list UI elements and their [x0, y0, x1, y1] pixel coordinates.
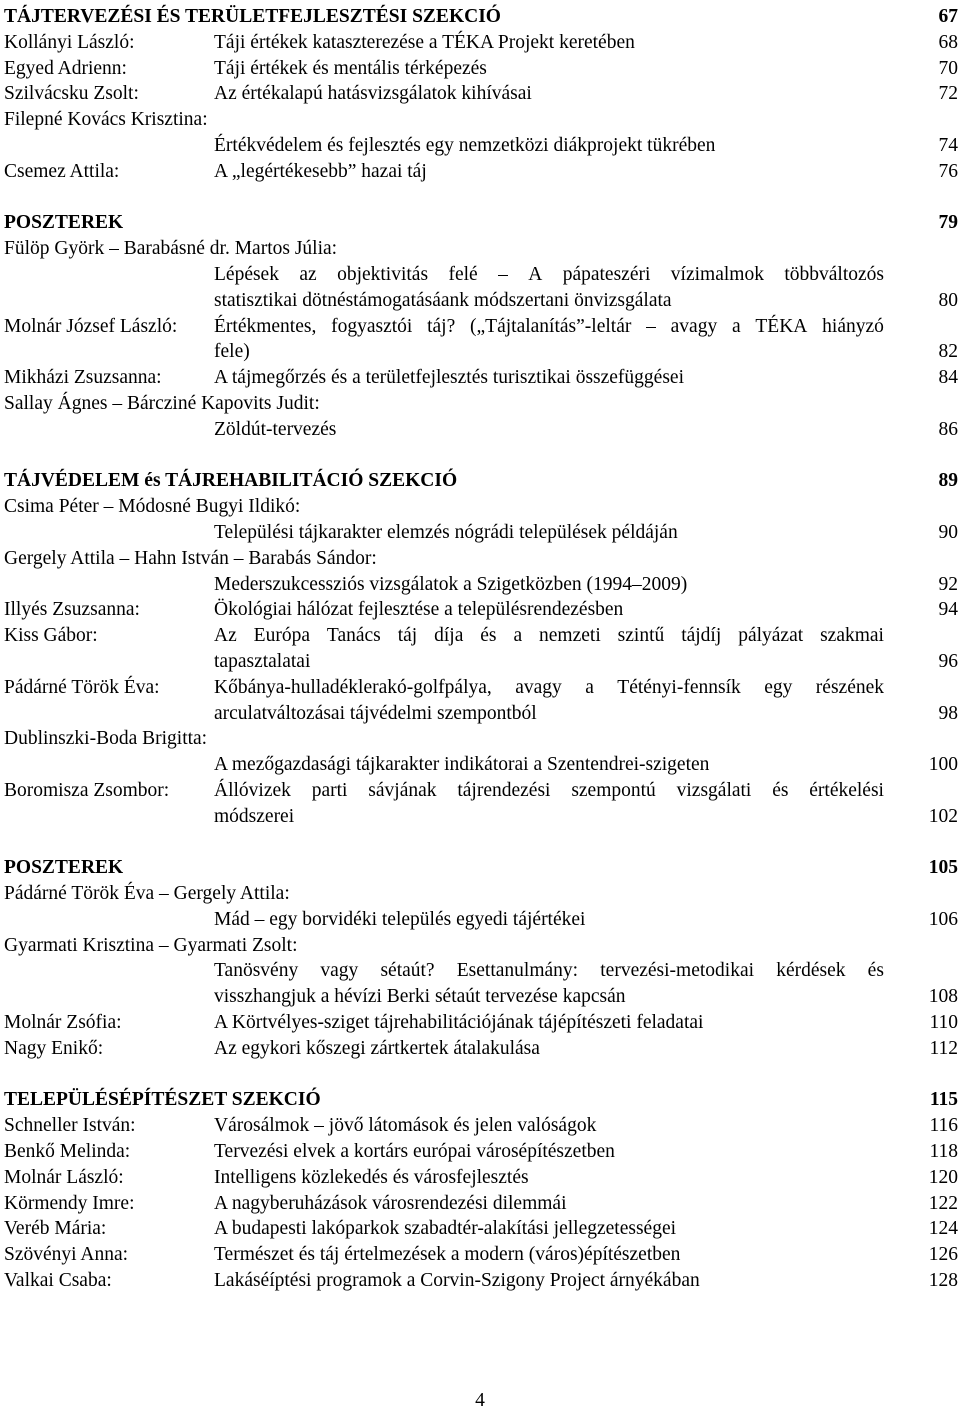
title-word: Esettanulmány:	[456, 960, 579, 982]
entry-author: Dublinszki-Boda Brigitta:	[4, 728, 208, 750]
toc-entry[interactable]	[4, 752, 958, 778]
title-word: A	[528, 263, 543, 285]
entry-author: Molnár László:	[4, 1166, 124, 1188]
entry-title-line: Az értékalapú hatásvizsgálatok kihívásai	[214, 83, 532, 105]
toc-entry[interactable]	[4, 1242, 958, 1268]
title-word: –	[498, 263, 508, 285]
entry-page: 126	[928, 1244, 958, 1266]
toc-entry[interactable]	[4, 56, 958, 82]
entry-author: Körmendy Imre:	[4, 1192, 135, 1214]
toc-entry[interactable]	[4, 288, 958, 314]
entry-title-line: A mezőgazdasági tájkarakter indikátorai a Szentendrei-szigeten	[214, 754, 710, 776]
entry-title-line: Értékvédelem és fejlesztés egy nemzetközi diákprojekt tükrében	[214, 134, 716, 156]
entry-title-line: Ökológiai hálózat fejlesztése a településrendezésben	[214, 599, 624, 621]
entry-page: 100	[928, 754, 958, 776]
toc-entry[interactable]	[4, 262, 958, 288]
title-word: –	[646, 315, 656, 337]
entry-author: Molnár Zsófia:	[4, 1012, 122, 1034]
title-word: nemzeti	[539, 625, 601, 647]
entry-page: 110	[929, 1012, 958, 1034]
entry-author: Szilvácsku Zsolt:	[4, 83, 139, 105]
title-word: tájrendezési	[457, 779, 551, 801]
title-word: Tanács	[326, 625, 381, 647]
entry-author-row	[4, 726, 958, 752]
entry-author: Benkő Melinda:	[4, 1141, 131, 1163]
entry-author: Csemez Attila:	[4, 160, 120, 182]
toc-entry[interactable]	[4, 81, 958, 107]
entry-page: 74	[938, 134, 958, 156]
entry-page: 72	[938, 83, 958, 105]
toc-entry[interactable]	[4, 1268, 958, 1294]
entry-page: 80	[938, 289, 958, 311]
entry-author: Sallay Ágnes – Bárcziné Kapovits Judit:	[4, 392, 320, 414]
section-title: TÁJVÉDELEM és TÁJREHABILITÁCIÓ SZEKCIÓ	[4, 470, 458, 492]
entry-title-line	[214, 262, 884, 288]
entry-title-line	[214, 675, 884, 701]
entry-author-row	[4, 236, 958, 262]
entry-title-line	[214, 778, 884, 804]
entry-title-line: Mád – egy borvidéki település egyedi tájértékei	[214, 908, 586, 930]
title-word: Értékmentes,	[214, 315, 317, 337]
toc-entry[interactable]	[4, 1113, 958, 1139]
entry-author: Nagy Enikő:	[4, 1037, 104, 1059]
title-word: tájdíj	[681, 625, 722, 647]
title-word: és	[772, 779, 789, 801]
entry-title-line	[214, 623, 884, 649]
toc-entry[interactable]	[4, 701, 958, 727]
entry-title-line: Települési tájkarakter elemzés nógrádi települések példáján	[214, 521, 678, 543]
toc-entry[interactable]	[4, 314, 958, 340]
toc-entry[interactable]	[4, 623, 958, 649]
title-word: avagy	[515, 676, 562, 698]
title-word: és	[480, 625, 497, 647]
entry-author: Kiss Gábor:	[4, 625, 98, 647]
entry-title-line: módszerei	[214, 805, 295, 827]
table-of-contents	[4, 4, 958, 1294]
entry-title-line: Mederszukcessziós vizsgálatok a Szigetközben (1994–2009)	[214, 573, 688, 595]
entry-author-row	[4, 881, 958, 907]
entry-page: 84	[938, 367, 958, 389]
entry-title-line	[214, 958, 884, 984]
toc-entry[interactable]	[4, 778, 958, 804]
entry-title-line: fele)	[214, 341, 250, 363]
entry-title-line: A „legértékesebb” hazai táj	[214, 160, 427, 182]
section-page: 67	[938, 6, 958, 27]
entry-author-row	[4, 494, 958, 520]
entry-author-row	[4, 391, 958, 417]
entry-page: 96	[938, 650, 958, 672]
entry-title-line: Zöldút-tervezés	[214, 418, 337, 440]
title-word: többváltozós	[784, 263, 884, 285]
toc-entry[interactable]	[4, 572, 958, 598]
section-page: 89	[938, 470, 958, 492]
entry-author: Pádárné Török Éva – Gergely Attila:	[4, 883, 290, 905]
entry-page: 86	[938, 418, 958, 440]
entry-page: 94	[938, 599, 958, 621]
section-spacer	[4, 443, 958, 469]
entry-author-row	[4, 107, 958, 133]
entry-title-line: Táji értékek kataszterezése a TÉKA Projekt keretében	[214, 31, 635, 53]
title-word: vizsgálati	[676, 779, 752, 801]
section-title: TELEPÜLÉSÉPÍTÉSZET SZEKCIÓ	[4, 1089, 321, 1111]
entry-title-line: Természet és táj értelmezések a modern (város)építészetben	[214, 1244, 681, 1266]
entry-page: 102	[928, 805, 958, 827]
entry-page: 128	[928, 1270, 958, 1292]
section-heading	[4, 468, 958, 494]
title-word: hiányzó	[822, 315, 884, 337]
entry-page: 108	[928, 986, 958, 1008]
title-word: pápateszéri	[562, 263, 651, 285]
title-word: Kőbánya-hulladéklerakó-golfpálya,	[214, 676, 492, 698]
title-word: értékelési	[809, 779, 884, 801]
entry-page: 98	[938, 702, 958, 724]
toc-entry[interactable]	[4, 1139, 958, 1165]
section-spacer	[4, 1062, 958, 1088]
entry-author: Csima Péter – Módosné Bugyi Ildikó:	[4, 496, 301, 518]
toc-entry[interactable]	[4, 649, 958, 675]
title-word: az	[299, 263, 317, 285]
entry-title-line: Városálmok – jövő látomások és jelen valóságok	[214, 1115, 597, 1137]
title-word: sávjának	[368, 779, 437, 801]
section-heading	[4, 1087, 958, 1113]
toc-entry[interactable]	[4, 1191, 958, 1217]
title-word: szakmai	[820, 625, 884, 647]
entry-page: 70	[938, 57, 958, 79]
entry-author: Egyed Adrienn:	[4, 57, 127, 79]
page-number: 4	[475, 1390, 485, 1411]
entry-author: Boromisza Zsombor:	[4, 779, 170, 801]
entry-author: Szövényi Anna:	[4, 1244, 129, 1266]
toc-entry[interactable]	[4, 958, 958, 984]
toc-entry[interactable]	[4, 1216, 958, 1242]
section-spacer	[4, 830, 958, 856]
section-heading	[4, 210, 958, 236]
title-word: Tanösvény	[214, 960, 299, 982]
toc-entry[interactable]	[4, 1036, 958, 1062]
entry-page: 92	[938, 573, 958, 595]
title-word: Tétényi-fennsík	[617, 676, 741, 698]
entry-title-line: Lakáséíptési programok a Corvin-Szigony Project árnyékában	[214, 1270, 700, 1292]
toc-entry[interactable]	[4, 417, 958, 443]
entry-title-line: arculatváltozásai tájvédelmi szempontból	[214, 702, 537, 724]
entry-page: 120	[928, 1166, 958, 1188]
title-word: sétaút?	[380, 960, 435, 982]
entry-page: 122	[928, 1192, 958, 1214]
section-spacer	[4, 185, 958, 211]
toc-entry[interactable]	[4, 907, 958, 933]
entry-author: Gergely Attila – Hahn István – Barabás Sándor:	[4, 547, 377, 569]
title-word: avagy	[670, 315, 718, 337]
title-word: részének	[815, 676, 884, 698]
entry-author: Filepné Kovács Krisztina:	[4, 109, 208, 131]
entry-author: Fülöp Györk – Barabásné dr. Martos Júlia:	[4, 238, 338, 260]
toc-entry[interactable]	[4, 1010, 958, 1036]
section-heading	[4, 4, 958, 30]
toc-entry[interactable]	[4, 675, 958, 701]
section-title: POSZTEREK	[4, 857, 124, 879]
title-word: táj	[397, 625, 418, 647]
section-title: POSZTEREK	[4, 212, 124, 234]
section-heading	[4, 855, 958, 881]
entry-page: 90	[938, 521, 958, 543]
title-word: egy	[764, 676, 793, 698]
title-word: („Tájtalanítás”-leltár	[470, 315, 632, 337]
entry-page: 118	[929, 1141, 958, 1163]
toc-entry[interactable]	[4, 30, 958, 56]
title-word: parti	[311, 779, 348, 801]
title-word: objektivitás	[337, 263, 429, 285]
title-word: vízimalmok	[670, 263, 764, 285]
title-word: tervezési-metodikai	[600, 960, 755, 982]
title-word: pályázat	[738, 625, 804, 647]
entry-title-line: Táji értékek és mentális térképezés	[214, 57, 487, 79]
title-word: vagy	[320, 960, 359, 982]
entry-page: 112	[929, 1037, 958, 1059]
toc-entry[interactable]	[4, 597, 958, 623]
entry-page: 68	[938, 31, 958, 53]
title-word: a	[731, 315, 741, 337]
title-word: TÉKA	[755, 315, 808, 337]
entry-title-line: Az egykori kőszegi zártkertek átalakulása	[214, 1037, 540, 1059]
title-word: szintű	[617, 625, 665, 647]
entry-title-line: visszhangjuk a hévízi Berki sétaút tervezése kapcsán	[214, 986, 626, 1008]
title-word: díja	[434, 625, 464, 647]
title-word: Lépések	[214, 263, 279, 285]
entry-author-row	[4, 546, 958, 572]
entry-title-line: A tájmegőrzés és a területfejlesztés turisztikai összefüggései	[214, 367, 684, 389]
title-word: Európa	[253, 625, 310, 647]
section-page: 115	[929, 1089, 958, 1111]
section-page: 79	[938, 212, 958, 234]
title-word: táj?	[427, 315, 456, 337]
title-word: felé	[448, 263, 478, 285]
entry-title-line	[214, 314, 884, 340]
entry-page: 116	[929, 1115, 958, 1137]
title-word: Állóvizek	[214, 779, 291, 801]
entry-author-row	[4, 933, 958, 959]
entry-author: Valkai Csaba:	[4, 1270, 112, 1292]
entry-title-line: Intelligens közlekedés és városfejlesztés	[214, 1166, 529, 1188]
entry-title-line: A budapesti lakóparkok szabadtér-alakítási jellegzetességei	[214, 1218, 677, 1240]
toc-entry[interactable]	[4, 1165, 958, 1191]
entry-author: Mikházi Zsuzsanna:	[4, 367, 162, 389]
entry-title-line: A Körtvélyes-sziget tájrehabilitációjának tájépítészeti feladatai	[214, 1012, 704, 1034]
entry-author: Veréb Mária:	[4, 1218, 107, 1240]
section-title: TÁJTERVEZÉSI ÉS TERÜLETFEJLESZTÉSI SZEKCIÓ	[4, 6, 501, 27]
entry-author: Pádárné Török Éva:	[4, 676, 160, 698]
entry-author: Illyés Zsuzsanna:	[4, 599, 140, 621]
toc-entry[interactable]	[4, 159, 958, 185]
entry-author: Kollányi László:	[4, 31, 135, 53]
entry-author: Schneller István:	[4, 1115, 136, 1137]
toc-entry[interactable]	[4, 365, 958, 391]
toc-entry[interactable]	[4, 804, 958, 830]
title-word: szempontú	[571, 779, 656, 801]
entry-title-line: tapasztalatai	[214, 650, 311, 672]
entry-author: Gyarmati Krisztina – Gyarmati Zsolt:	[4, 934, 298, 956]
entry-page: 82	[938, 341, 958, 363]
entry-page: 106	[928, 908, 958, 930]
entry-author: Molnár József László:	[4, 315, 178, 337]
title-word: Az	[214, 625, 237, 647]
title-word: a	[513, 625, 523, 647]
title-word: a	[585, 676, 594, 698]
entry-title-line: statisztikai dötnéstámogatásáank módszertani önvizsgálata	[214, 289, 672, 311]
toc-entry[interactable]	[4, 339, 958, 365]
section-page: 105	[928, 857, 958, 879]
title-word: kérdések	[776, 960, 846, 982]
entry-page: 124	[928, 1218, 958, 1240]
title-word: fogyasztói	[331, 315, 413, 337]
entry-title-line: Tervezési elvek a kortárs európai városépítészetben	[214, 1141, 615, 1163]
title-word: és	[867, 960, 884, 982]
entry-title-line: A nagyberuházások városrendezési dilemmái	[214, 1192, 567, 1214]
entry-page: 76	[938, 160, 958, 182]
toc-entry[interactable]	[4, 133, 958, 159]
toc-entry[interactable]	[4, 520, 958, 546]
toc-entry[interactable]	[4, 984, 958, 1010]
